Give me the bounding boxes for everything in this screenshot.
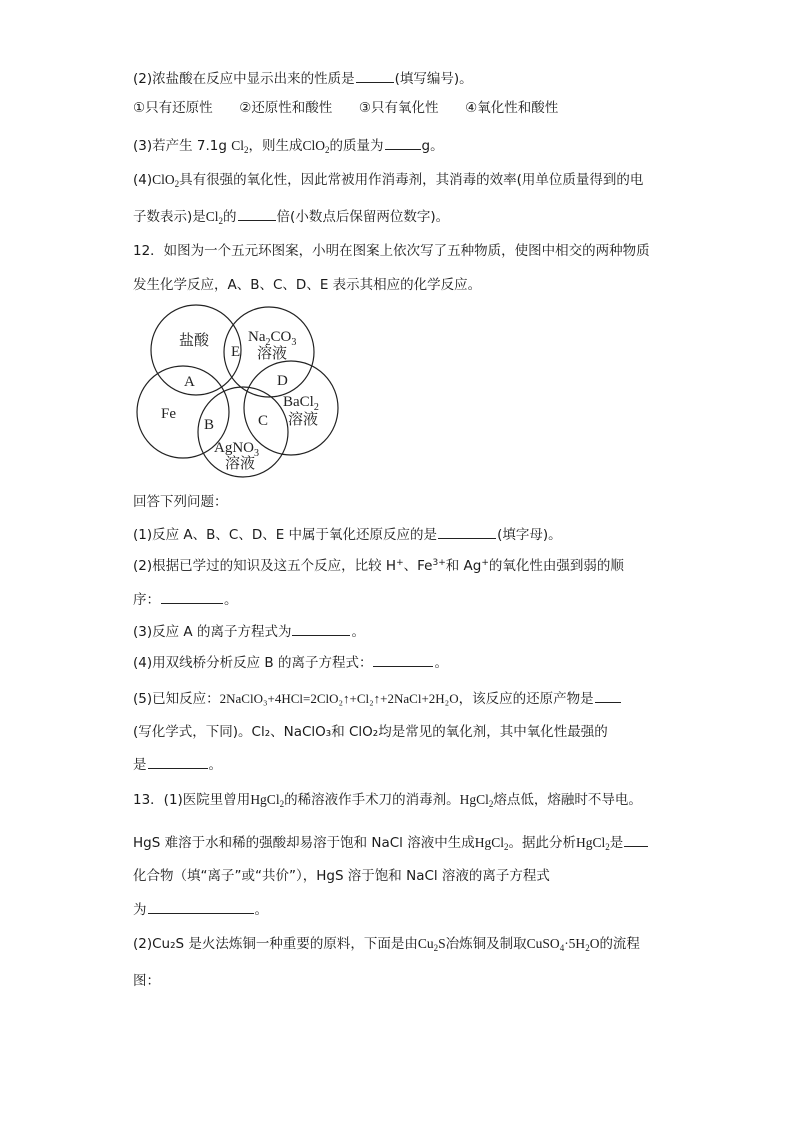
label-na2co3: $Na_2CO_3$	[248, 329, 297, 348]
label-fe: Fe	[161, 406, 176, 422]
answer-blank[interactable]	[624, 832, 648, 847]
answer-blank[interactable]	[161, 589, 223, 604]
reaction-equation: 2NaClO₃+4HCl=2ClO₂↑+Cl₂↑+2NaCl+2H₂O	[219, 691, 459, 706]
q12-part3: (3)反应 A 的离子方程式为 。	[133, 621, 365, 641]
answer-blank[interactable]	[238, 206, 276, 221]
q13-line3: 化合物（填“离子”或“共价”），HgS 溶于饱和 NaCl 溶液的离子方程式	[133, 868, 550, 884]
answer-blank[interactable]	[595, 688, 621, 703]
reaction-label-c: C	[258, 413, 269, 429]
q13-line6: 图：	[133, 973, 160, 989]
reaction-label-e: E	[231, 344, 241, 360]
label-bacl2-solution: 溶液	[288, 412, 319, 428]
reaction-label-d: D	[277, 373, 288, 389]
q11-part4-line2: 子数表示)是$Cl_2$的 倍(小数点后保留两位数字)。	[133, 206, 449, 226]
q12-part5-line3: 是 。	[133, 754, 222, 774]
answer-blank[interactable]	[385, 135, 421, 150]
q13-line2: HgS 难溶于水和稀的强酸却易溶于饱和 NaCl 溶液中生成HgCl$_2$。据此分析HgCl$_2$是	[133, 832, 649, 852]
q11-options: ①只有还原性 ②还原性和酸性 ③只有氧化性 ④氧化性和酸性	[133, 100, 559, 116]
reaction-label-b: B	[204, 417, 215, 433]
label-bacl2: BaCl$_2$	[283, 394, 319, 413]
q11-part2: (2)浓盐酸在反应中显示出来的性质是 (填写编号)。	[133, 68, 473, 88]
answer-blank[interactable]	[148, 899, 254, 914]
q13-line1: 13．(1)医院里曾用HgCl$_2$的稀溶液作手术刀的消毒剂。HgCl$_2$熔点低，熔融时不导电。	[133, 792, 642, 809]
q11-part3: (3)若产生 7.1g $Cl_2$，则生成ClO$_2$的质量为 g。	[133, 135, 444, 155]
q12-part4: (4)用双线桥分析反应 B 的离子方程式： 。	[133, 652, 448, 672]
answer-blank[interactable]	[356, 68, 394, 83]
q12-part2-line1: (2)根据已学过的知识及这五个反应，比较 H+、$Fe^{3+}$和 Ag+的氧化性由强到弱的顺	[133, 558, 624, 574]
q12-answer-prompt: 回答下列问题：	[133, 494, 228, 510]
q12-intro-line1: 12．如图为一个五元环图案，小明在图案上依次写了五种物质，使图中相交的两种物质	[133, 243, 650, 259]
answer-blank[interactable]	[438, 524, 496, 539]
q13-line4: 为 。	[133, 899, 268, 919]
q13-line5: (2)Cu₂S 是火法炼铜一种重要的原料，下面是由$Cu_2S$冶炼铜及制取$CuSO_4\cdot 5H_2O$的流程	[133, 936, 640, 953]
ring-hydrochloric-acid	[151, 305, 241, 395]
answer-blank[interactable]	[373, 652, 433, 667]
q11-part4-line1: (4)ClO$_2$具有很强的氧化性，因此常被用作消毒剂，其消毒的效率(用单位质量得到的电	[133, 172, 644, 189]
answer-blank[interactable]	[292, 621, 350, 636]
label-na2co3-solution: 溶液	[257, 346, 288, 362]
q12-part5-line2: (写化学式，下同)。Cl₂、NaClO₃和 ClO₂均是常见的氧化剂，其中氧化性最强的	[133, 724, 608, 740]
label-agno3-solution: 溶液	[225, 456, 256, 472]
label-hcl: 盐酸	[179, 333, 210, 349]
reaction-label-a: A	[184, 374, 195, 390]
q12-intro-line2: 发生化学反应，A、B、C、D、E 表示其相应的化学反应。	[133, 277, 482, 293]
q12-part5-line1: (5)已知反应：2NaClO₃+4HCl=2ClO₂↑+Cl₂↑+2NaCl+2H₂O，该反应的还原产物是	[133, 688, 622, 708]
answer-blank[interactable]	[148, 754, 208, 769]
five-ring-diagram	[133, 300, 348, 480]
q12-part1: (1)反应 A、B、C、D、E 中属于氧化还原反应的是 (填字母)。	[133, 524, 562, 544]
q12-part2-line2: 序： 。	[133, 589, 238, 609]
label-agno3: AgNO$_3$	[214, 440, 259, 459]
